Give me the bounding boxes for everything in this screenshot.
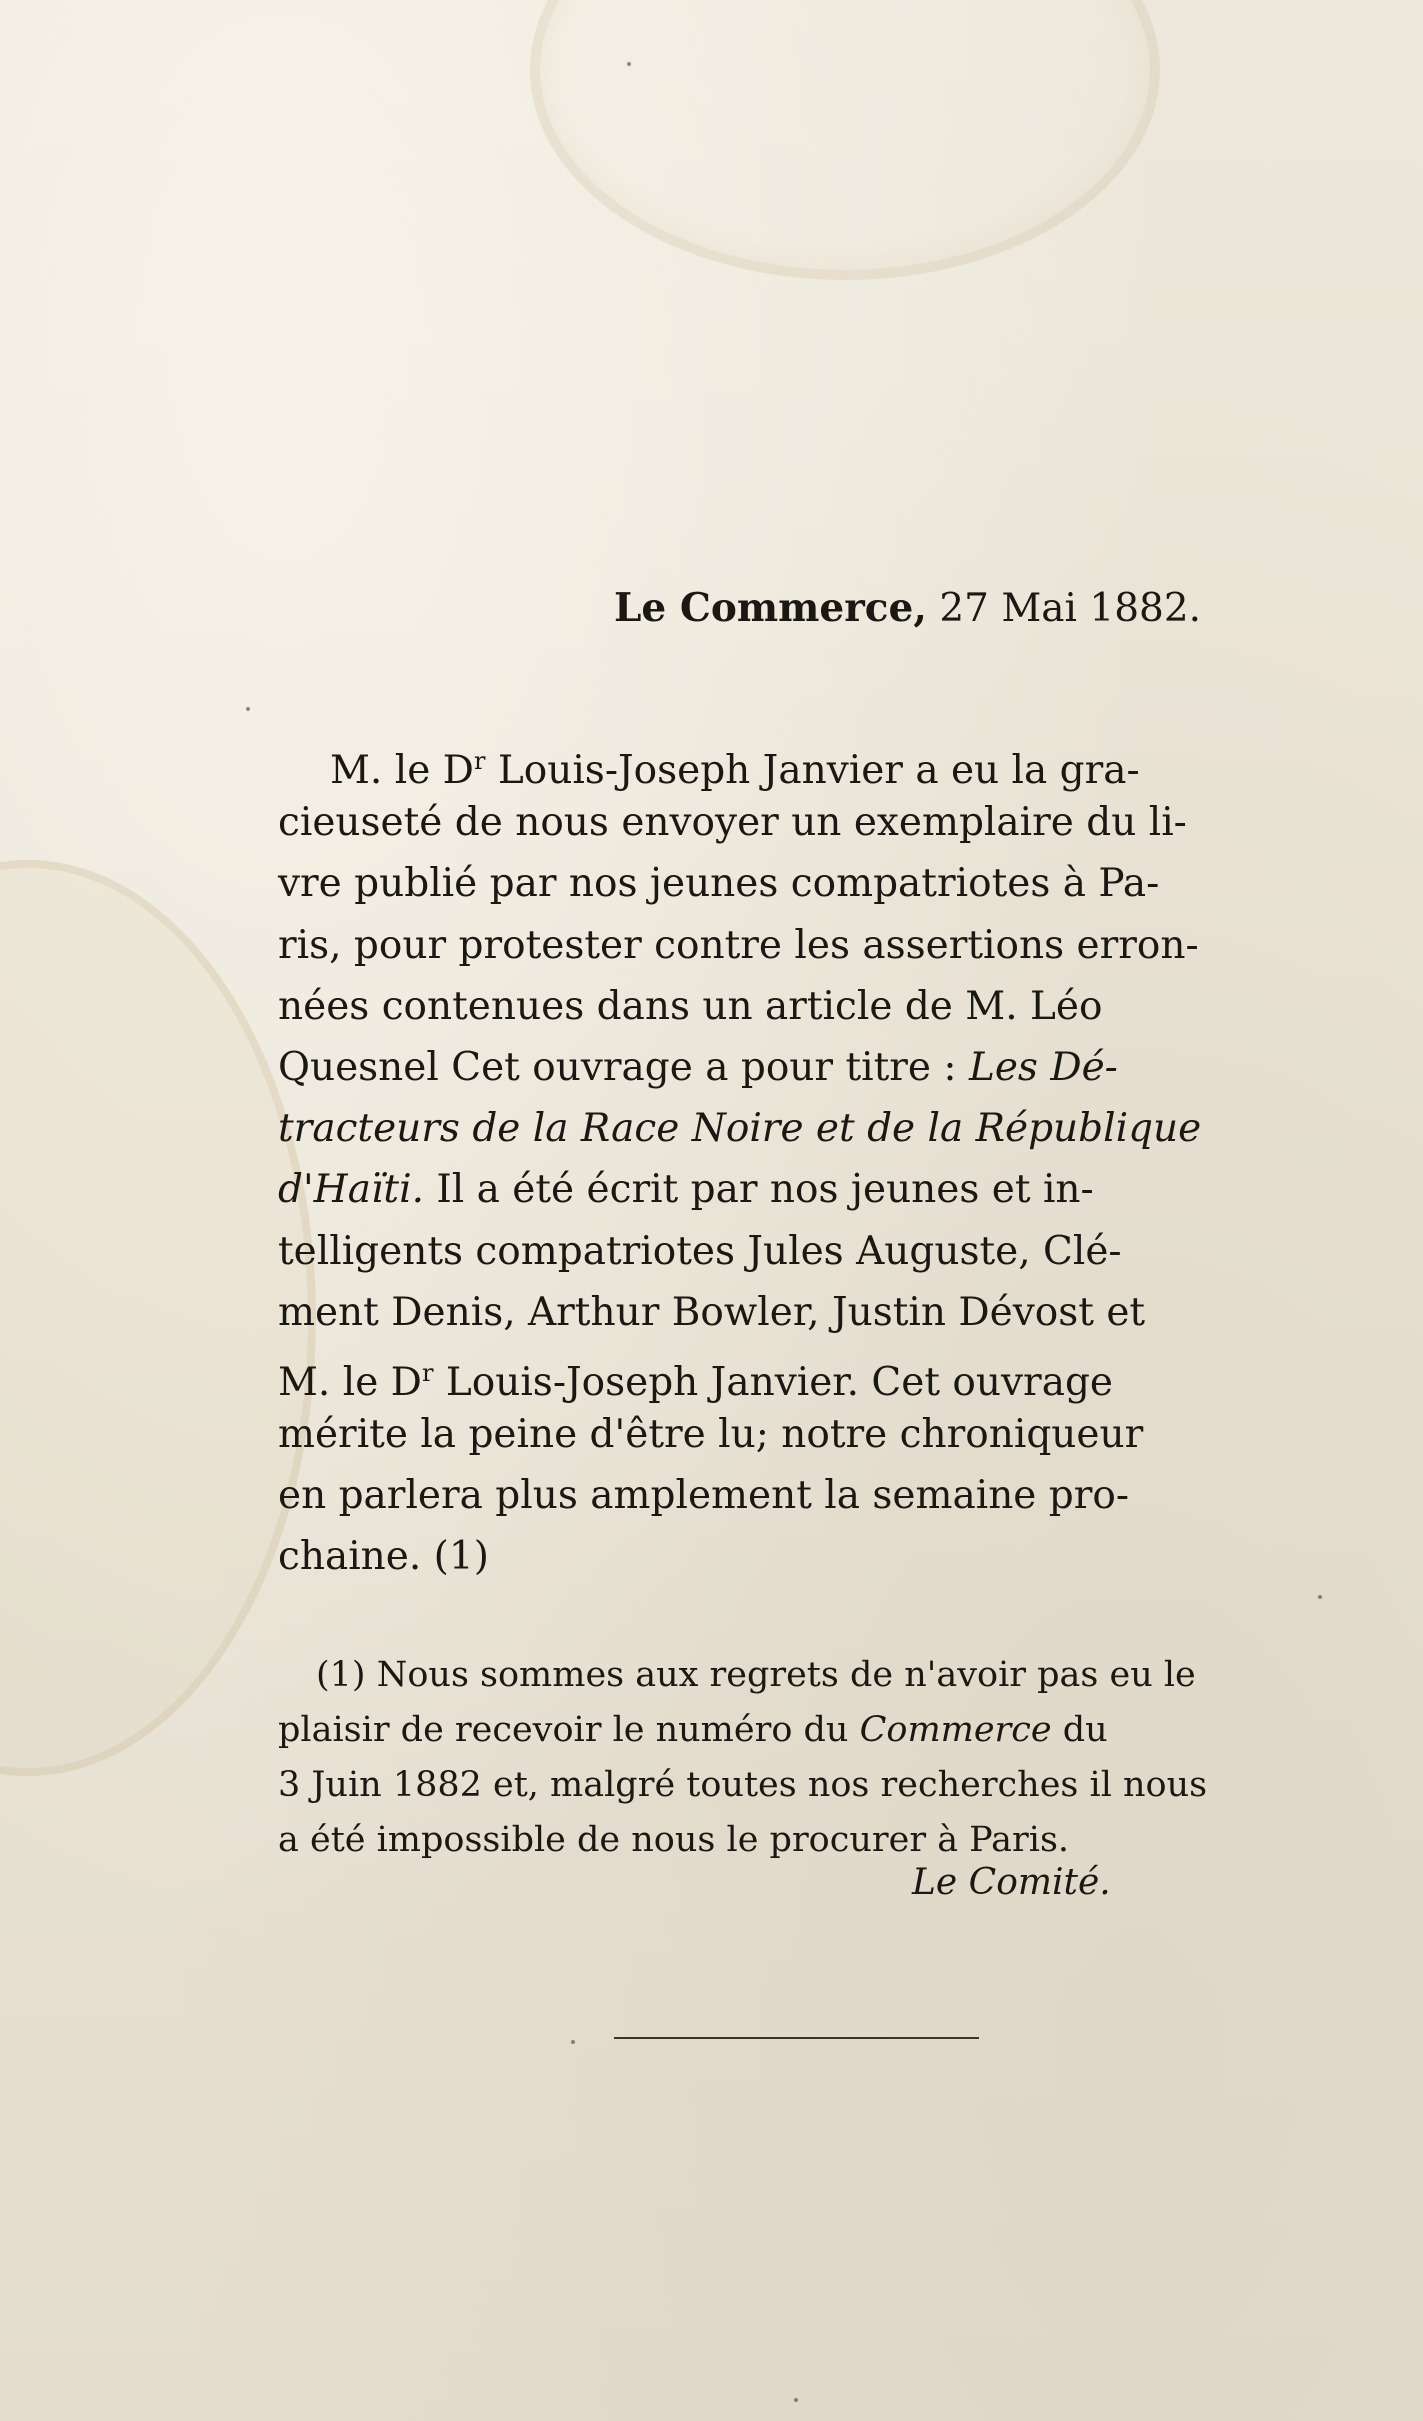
paper-speck bbox=[627, 62, 631, 66]
paper-speck bbox=[571, 2040, 575, 2044]
superscript: r bbox=[421, 1358, 434, 1387]
paper-speck bbox=[246, 707, 250, 711]
water-stain-top bbox=[530, 0, 1160, 280]
footnote-line: a été impossible de nous le procurer à Paris. bbox=[278, 1820, 1070, 1860]
body-line: M. le $D^r$ Louis-Joseph Janvier a eu la gra- bbox=[330, 747, 1140, 793]
body-line: vre publié par nos jeunes compatriotes à Pa- bbox=[278, 861, 1160, 907]
newspaper-name: Le Commerce, bbox=[614, 585, 927, 631]
body-line: Quesnel Cet ouvrage a pour titre : Les Dé- bbox=[278, 1044, 1118, 1090]
body-line: mérite la peine d'être lu; notre chroniqueur bbox=[278, 1412, 1144, 1458]
footnote bbox=[278, 1648, 1306, 1868]
footnote-line: 3 Juin 1882 et, malgré toutes nos recherches il nous bbox=[278, 1765, 1208, 1805]
newspaper-title: Commerce bbox=[859, 1710, 1052, 1750]
body-line: nées contenues dans un article de M. Léo bbox=[278, 983, 1103, 1029]
body-line: telligents compatriotes Jules Auguste, Clé- bbox=[278, 1228, 1122, 1274]
body-line: d'Haïti. Il a été écrit par nos jeunes et in- bbox=[278, 1167, 1094, 1213]
body-line: M. le $D^r$ Louis-Joseph Janvier. Cet ouvrage bbox=[278, 1358, 1113, 1405]
publication-date: 27 Mai 1882. bbox=[939, 586, 1202, 631]
footnote-line: (1) Nous sommes aux regrets de n'avoir pas eu le bbox=[316, 1655, 1196, 1695]
body-line: cieuseté de nous envoyer un exemplaire du li- bbox=[278, 800, 1187, 846]
article-body bbox=[278, 731, 1306, 1588]
body-line: ment Denis, Arthur Bowler, Justin Dévost et bbox=[278, 1289, 1146, 1335]
paper-speck bbox=[1318, 1595, 1322, 1599]
book-title: Les Dé- bbox=[968, 1044, 1118, 1090]
body-line: en parlera plus amplement la semaine pro- bbox=[278, 1473, 1130, 1519]
body-line: chaine. (1) bbox=[278, 1534, 489, 1580]
body-line bbox=[278, 1098, 1306, 1159]
book-title: d'Haïti. bbox=[278, 1167, 424, 1213]
signature: Le Comité. bbox=[912, 1862, 1111, 1903]
book-title: tracteurs de la Race Noire et de la République bbox=[278, 1106, 1202, 1152]
body-line: ris, pour protester contre les assertions erron- bbox=[278, 922, 1199, 968]
paper-speck bbox=[794, 2398, 798, 2402]
horizontal-rule bbox=[614, 2037, 979, 2039]
dateline bbox=[614, 585, 1201, 631]
superscript: r bbox=[473, 747, 486, 775]
water-stain-left bbox=[0, 860, 316, 1776]
footnote-line: plaisir de recevoir le numéro du Commerce du bbox=[278, 1710, 1108, 1750]
